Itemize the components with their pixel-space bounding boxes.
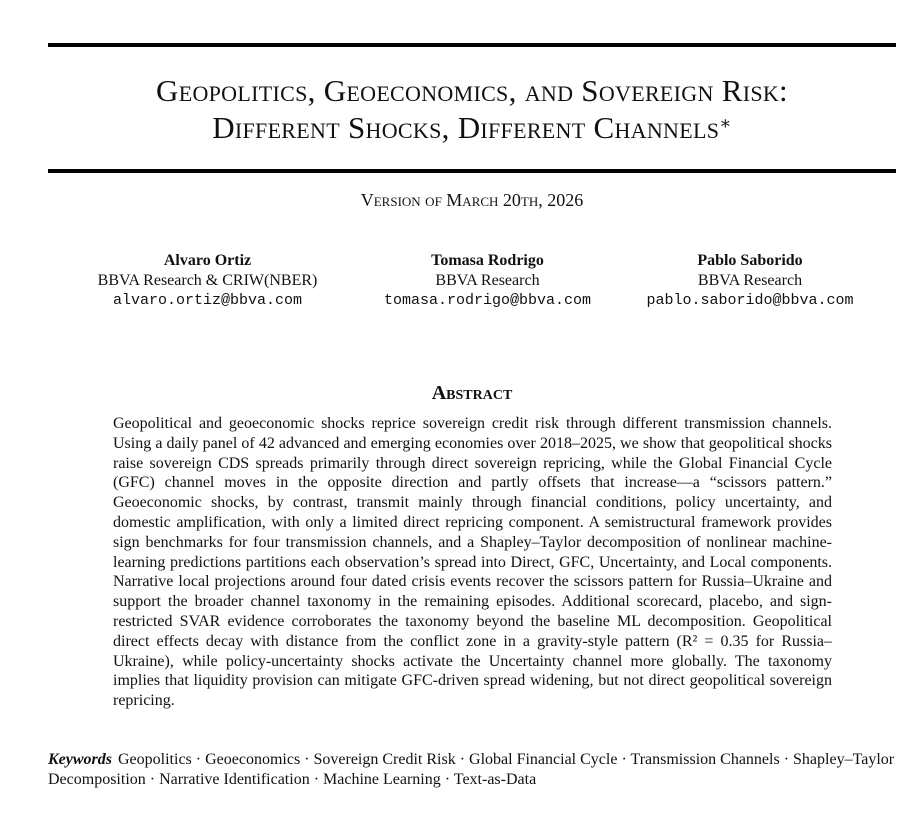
author-name: Alvaro Ortiz (163, 252, 252, 269)
bottom-rule (48, 169, 896, 173)
keywords-list: Geopolitics · Geoeconomics · Sovereign Credit Risk · Global Financial Cycle · Transmission Channels · Shapley–Taylor Decomposition · Narrative Identification · Machine Learning · Text-as-Data (48, 751, 895, 788)
author-name: Pablo Saborido (697, 252, 803, 269)
author-block (630, 251, 870, 311)
author-email: alvaro.ortiz@bbva.com (112, 292, 303, 309)
abstract-text: Geopolitical and geoeconomic shocks reprice sovereign credit risk through different transmission channels. Using a daily panel of 42 advanced and emerging economies over 2018–2025, we show that geopolitical shocks raise sovereign CDS spreads primarily through direct sovereign repricing, while the Global Financial Cycle (GFC) channel moves in the opposite direction and partly offsets that increase—a “scissors pattern.” Geoeconomic shocks, by contrast, transmit mainly through financial conditions, policy uncertainty, and domestic amplification, with only a limited direct repricing component. A semistructural framework provides sign benchmarks for four transmission channels, and a Shapley–Taylor decomposition of nonlinear machine-learning predictions partitions each observation’s spread into Direct, GFC, Uncertainty, and Local components. Narrative local projections around four dated crisis events recover the scissors pattern for Russia–Ukraine and support the broader channel taxonomy in the remaining episodes. Additional scorecard, placebo, and sign-restricted SVAR evidence corroborates the taxonomy beyond the baseline ML decomposition. Geopolitical direct effects decay with distance from the conflict zone in a gravity-style pattern (R² = 0.35 for Russia–Ukraine), while policy-uncertainty shocks activate the Uncertainty channel more globally. The taxonomy implies that liquidity provision can mitigate GFC-driven spread widening, but not direct geopolitical sovereign repricing. (113, 415, 832, 710)
author-email: pablo.saborido@bbva.com (646, 292, 854, 309)
paper-title (48, 72, 896, 146)
title-line-1: Geopolitics, Geoeconomics, and Sovereign Risk: (156, 73, 788, 108)
author-affiliation: BBVA Research & CRIW(NBER) (97, 272, 318, 289)
abstract-heading: Abstract (431, 382, 513, 404)
title-footnote-mark: ∗ (719, 113, 732, 133)
author-affiliation: BBVA Research (697, 272, 803, 289)
author-block (70, 251, 345, 311)
keywords-label: Keywords (48, 751, 112, 768)
title-line-2-text: Different Shocks, Different Channels (212, 110, 720, 145)
top-rule (48, 43, 896, 47)
author-block (370, 251, 605, 311)
version-line: Version of March 20th, 2026 (360, 190, 584, 210)
author-name: Tomasa Rodrigo (431, 252, 544, 269)
title-line-2 (48, 109, 896, 146)
author-email: tomasa.rodrigo@bbva.com (383, 292, 592, 309)
author-affiliation: BBVA Research (435, 272, 540, 289)
keywords-section (48, 750, 898, 790)
